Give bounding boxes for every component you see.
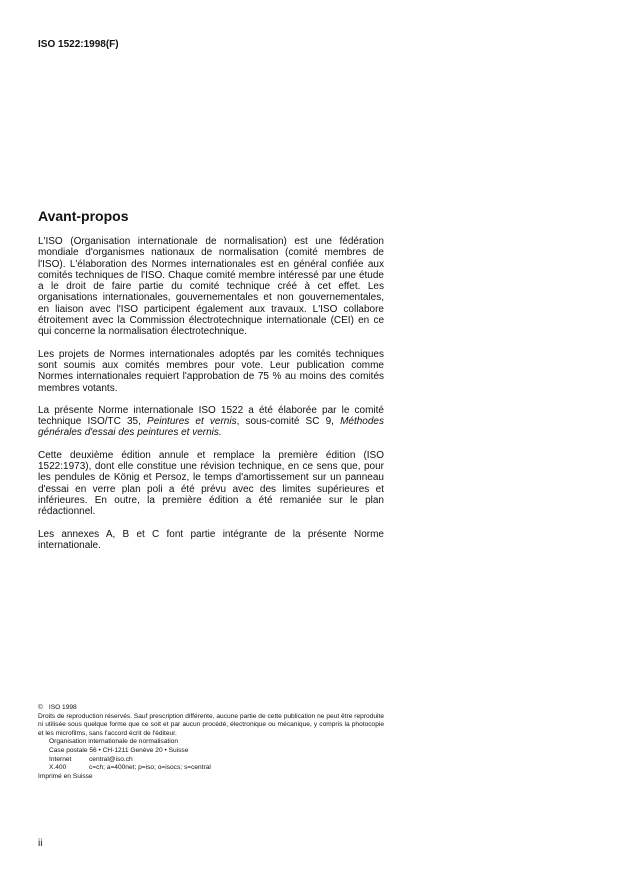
copyright-symbol: © <box>38 704 43 711</box>
publisher-org: Organisation internationale de normalisation <box>49 738 179 746</box>
copyright-rights: Droits de reproduction réservés. Sauf prescription différente, aucune partie de cette publication ne peut être reproduite ni utilisée sous quelque forme que ce soit et par aucun procédé, électronique ou mécanique, y compris la photocopie et les microfilms, sans l'accord écrit de l'éditeur. <box>38 712 384 737</box>
document-id: ISO 1522:1998(F) <box>38 39 119 50</box>
foreword-paragraph-3 <box>38 405 384 439</box>
publisher-address <box>38 738 384 772</box>
p3-text-a: La présente Norme internationale ISO 1522 a été élaborée par le comité technique ISO/TC 35, <box>38 404 384 428</box>
copyright-year: ISO 1998 <box>48 704 77 711</box>
publisher-internet <box>49 756 384 765</box>
foreword-title: Avant-propos <box>38 208 129 224</box>
publisher-postal: Case postale 56 • CH-1211 Genève 20 • Suisse <box>49 746 189 754</box>
page-number: ii <box>38 838 43 849</box>
foreword-paragraph-4: Cette deuxième édition annule et remplace la première édition (ISO 1522:1973), dont elle constitue une révision technique, en ce sens que, pour les pendules de König et Persoz, le temps d'amortissement sur un panneau d'essai en verre plan poli a été prévu avec des limites supérieures et inférieures. En outre, la première édition a été remaniée sur le plan rédactionnel. <box>38 449 384 518</box>
publisher-x400 <box>49 764 384 773</box>
internet-label: Internet <box>49 755 72 763</box>
foreword-paragraph-2: Les projets de Normes internationales adoptés par les comités techniques sont soumis aux comités membres pour vote. Leur publication comme Normes internationales requiert l'approbation de 75 % au moins des comités membres votants. <box>38 348 384 394</box>
p3-subcommittee-name: Méthodes générales d'essai des peintures et vernis. <box>38 416 384 439</box>
copyright-line <box>38 704 384 713</box>
p3-text-c: , sous-comité SC 9, <box>236 416 341 428</box>
copyright-block <box>38 704 384 781</box>
x400-value: c=ch; a=400net; p=iso; o=isocs; s=central <box>89 764 211 772</box>
x400-label: X.400 <box>49 764 67 772</box>
foreword-paragraph-1: L'ISO (Organisation internationale de normalisation) est une fédération mondiale d'organismes nationaux de normalisation (comité membres de l'ISO). L'élaboration des Normes internationales est en général confiée aux comités techniques de l'ISO. Chaque comité membre intéressé par une étude a le droit de faire partie du comité technique créé à cet effet. Les organisations internationales, gouvernementales et non gouvernementales, en liaison avec l'ISO participent également aux travaux. L'ISO collabore étroitement avec la Commission électrotechnique internationale (CEI) en ce qui concerne la normalisation électrotechnique. <box>38 236 384 338</box>
p3-committee-name: Peintures et vernis <box>147 416 237 428</box>
foreword-paragraph-5: Les annexes A, B et C font partie intégrante de la présente Norme internationale. <box>38 528 384 551</box>
foreword-section <box>38 208 384 562</box>
internet-value: central@iso.ch <box>89 755 133 763</box>
printed-in: Imprimé en Suisse <box>38 772 93 780</box>
